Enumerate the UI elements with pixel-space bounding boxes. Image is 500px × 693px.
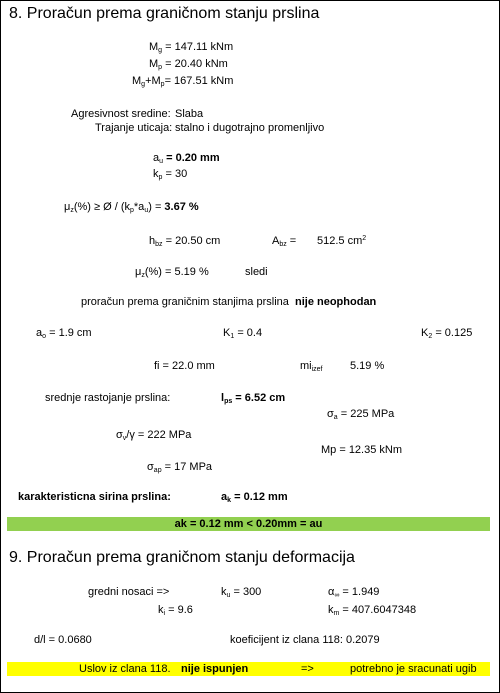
sledi-text: sledi	[245, 266, 268, 278]
srednje-label: srednje rastojanje prslina:	[45, 392, 171, 404]
mg-mp-row: $M_g+M_p= 167.51$ kNm	[132, 75, 234, 88]
k2-value: = 0.125	[435, 327, 473, 339]
ki-value: = 9.6	[168, 604, 193, 616]
abz-label: $A_{bz}$ =	[272, 235, 297, 248]
mp-value: = 20.40 kNm	[165, 58, 228, 70]
mu-row: $\mu_z(\%) = 5.19$ %	[135, 266, 209, 279]
mg-mp-value: = 167.51 kNm	[164, 75, 234, 87]
uslov-tail: potrebno je sracunati ugib	[350, 663, 477, 675]
koeficijent-row: koeficijent iz clana 118: 0.2079	[230, 634, 380, 646]
section-9-title: 9. Proračun prema graničnom stanju deformacija	[9, 549, 355, 566]
ki-row: $k_i = 9.6$	[158, 604, 193, 617]
alpha-value: = 1.949	[342, 586, 380, 598]
sigma-a-value: = 225 MPa	[340, 408, 395, 420]
k1-value: = 0.4	[237, 327, 263, 339]
lps-row: $l_{ps} = 6.52$ cm	[221, 392, 286, 405]
ku-row: $k_u = 300$	[221, 586, 262, 599]
ao-value: = 1.9 cm	[49, 327, 92, 339]
agresivnost-label: Agresivnost sredine:	[71, 108, 171, 120]
mp2-row: Mp = 12.35 kNm	[321, 444, 403, 456]
k1-row: $K_1 = 0.4$	[223, 327, 263, 340]
mp-row: $M_p = 20.40$ kNm	[149, 58, 228, 71]
fi-row: fi = 22.0 mm	[154, 360, 215, 372]
abz-row: 512.5 $cm^2$	[317, 235, 367, 247]
sigma-ap-row: $\sigma_{ap} = 17$ MPa	[147, 461, 213, 474]
hbz-row: $h_{bz} = 20.50$ cm	[149, 235, 221, 248]
au-row: $a_u = 0.20$ mm	[153, 152, 220, 165]
trajanje-label: Trajanje uticaja:	[95, 122, 173, 134]
deflection-check-bar	[7, 662, 490, 676]
kp-value: = 30	[165, 168, 188, 180]
gredni-text: gredni nosaci =>	[88, 586, 170, 598]
uslov-result: nije ispunjen	[181, 663, 249, 675]
trajanje-value: stalno i dugotrajno promenljivo	[175, 122, 325, 134]
mu-formula-row: $\mu_z(\%)$ ≥ Ø / $(k_p*a_u) = 3.67$ %	[64, 201, 199, 214]
ao-row: $a_o = 1.9$ cm	[36, 327, 92, 340]
crack-check-bar: ak = 0.12 mm < 0.20mm = au	[7, 517, 490, 531]
sigma-v-row: $\sigma_v/\gamma = 222$ MPa	[116, 429, 192, 442]
sigma-a-row: $\sigma_a = 225$ MPa	[327, 408, 395, 421]
kp-row: $k_p = 30$	[153, 168, 188, 181]
mi-izef-label: $mi_{izef}$	[300, 360, 323, 373]
au-value: = 0.20 mm	[166, 152, 220, 164]
sigma-ap-value: = 17 MPa	[164, 461, 213, 473]
km-row: $k_m = 407.6047348$	[328, 604, 417, 617]
proracun-row	[81, 296, 376, 309]
proracun-text: proračun prema graničnim stanjima prslina	[81, 296, 289, 308]
km-value: = 407.6047348	[342, 604, 417, 616]
section-8-title: 8. Proračun prema graničnom stanju prslina	[9, 5, 320, 22]
ak-value: = 0.12 mm	[234, 491, 288, 503]
k2-row: $K_2 = 0.125$	[421, 327, 473, 340]
mu-formula-value: 3.67 %	[164, 201, 199, 213]
uslov-label: Uslov iz clana 118.	[79, 663, 171, 675]
lps-value: = 6.52 cm	[235, 392, 286, 404]
mg-row: $M_g = 147.11$ kNm	[149, 41, 234, 54]
dl-row: d/l = 0.0680	[34, 634, 92, 646]
karakteristicna-label: karakteristicna sirina prslina:	[18, 491, 171, 503]
agresivnost-value: Slaba	[175, 108, 204, 120]
mu-value: = 5.19 %	[165, 266, 209, 278]
proracun-result: nije neophodan	[295, 296, 377, 308]
arrow-text: =>	[301, 663, 314, 675]
mg-value: = 147.11 kNm	[165, 41, 234, 53]
mi-izef-value: 5.19 %	[350, 360, 385, 372]
alpha-row: $\alpha_\infty = 1.949$	[328, 586, 380, 599]
sigma-v-value: = 222 MPa	[137, 429, 192, 441]
abz-value: 512.5 cm	[317, 235, 363, 247]
hbz-value: = 20.50 cm	[165, 235, 221, 247]
ku-value: = 300	[233, 586, 262, 598]
ak-row: $a_k = 0.12$ mm	[221, 491, 288, 504]
